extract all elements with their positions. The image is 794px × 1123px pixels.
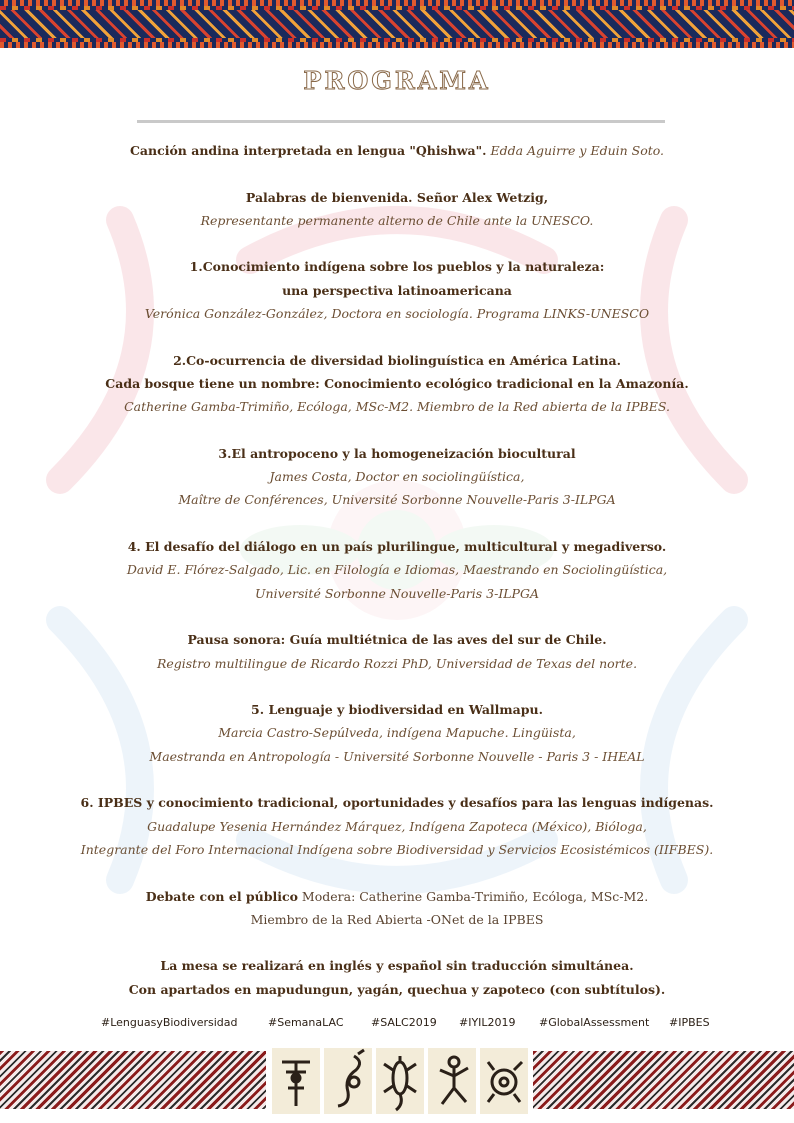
program-line (40, 442, 754, 465)
program-heading: 2.Co-ocurrencia de diversidad biolinguística en América Latina. (173, 352, 621, 368)
hashtag: #LenguasyBiodiversidad (101, 1016, 238, 1029)
program-detail: Maître de Conférences, Université Sorbonne Nouvelle-Paris 3-ILPGA (178, 492, 616, 508)
program-line (40, 628, 754, 651)
program-line (40, 582, 754, 605)
program-line (40, 186, 754, 209)
petroglyph-bird-icon (324, 1048, 372, 1114)
program-line (40, 209, 754, 232)
band-stripe (0, 0, 794, 6)
section-gap (40, 325, 754, 348)
section-gap (40, 675, 754, 698)
program-heading: Con apartados en mapudungun, yagán, quechua y zapoteco (con subtítulos). (128, 981, 666, 997)
program-heading: 6. IPBES y conocimiento tradicional, oportunidades y desafíos para las lenguas indígenas. (80, 795, 714, 811)
program-heading: Cada bosque tiene un nombre: Conocimiento ecológico tradicional en la Amazonía. (105, 375, 689, 391)
petroglyph-figure-icon (272, 1048, 320, 1114)
program-line (40, 255, 754, 278)
program-line (40, 652, 754, 675)
program-line (40, 721, 754, 744)
program-line (40, 745, 754, 768)
program-detail: Verónica González-González, Doctora en sociología. Programa LINKS-UNESCO (144, 306, 650, 322)
band-pattern (0, 10, 794, 38)
footer-textile-pattern-right (533, 1051, 794, 1109)
top-decorative-band (0, 0, 794, 48)
program-heading: 5. Lenguaje y biodiversidad en Wallmapu. (251, 702, 543, 718)
hashtag: #GlobalAssessment (539, 1016, 650, 1029)
section-gap (40, 931, 754, 954)
program-heading: 1.Conocimiento indígena sobre los pueblos y la naturaleza: (189, 259, 605, 275)
section-gap (40, 768, 754, 791)
section-gap (40, 861, 754, 884)
program-line (40, 954, 754, 977)
hashtag: #IPBES (669, 1016, 710, 1029)
program-detail: Catherine Gamba-Trimiño, Ecóloga, MSc-M2. Miembro de la Red abierta de la IPBES. (124, 399, 670, 415)
program-detail: Université Sorbonne Nouvelle-Paris 3-ILPGA (255, 585, 539, 601)
program-line (40, 885, 754, 908)
program-line (40, 815, 754, 838)
program-detail: Miembro de la Red Abierta -ONet de la IPBES (250, 911, 544, 927)
program-line (40, 139, 754, 162)
footer-textile-pattern-left (0, 1051, 266, 1109)
hashtag-row (0, 1016, 794, 1034)
program-line (40, 302, 754, 325)
hashtag: #SALC2019 (371, 1016, 437, 1029)
program-detail: Marcia Castro-Sepúlveda, indígena Mapuche. Lingüista, (218, 725, 576, 741)
program-heading: Palabras de bienvenida. Señor Alex Wetzig, (245, 189, 549, 205)
program-detail: Representante permanente alterno de Chile ante la UNESCO. (200, 212, 594, 228)
program-line (40, 465, 754, 488)
program-line (40, 908, 754, 931)
petroglyph-dancer-icon (428, 1048, 476, 1114)
program-line (40, 838, 754, 861)
program-heading: La mesa se realizará en inglés y español sin traducción simultánea. (160, 958, 634, 974)
section-gap (40, 512, 754, 535)
section-gap (40, 605, 754, 628)
program-detail: Integrante del Foro Internacional Indígena sobre Biodiversidad y Servicios Ecosistémicos (IIFBES). (80, 841, 714, 857)
program-heading: 4. El desafío del diálogo en un país plurilingue, multicultural y megadiverso. (127, 539, 667, 555)
program-line (40, 279, 754, 302)
petroglyph-lizard-icon (376, 1048, 424, 1114)
program-line (40, 698, 754, 721)
program-line (40, 978, 754, 1001)
program-line (40, 395, 754, 418)
program-line (40, 488, 754, 511)
program-line (40, 791, 754, 814)
page-title: PROGRAMA (303, 66, 491, 95)
band-stripe (0, 42, 794, 48)
program-detail: Registro multilingue de Ricardo Rozzi PhD, Universidad de Texas del norte. (156, 655, 638, 671)
program-detail: Edda Aguirre y Eduin Soto. (486, 143, 665, 158)
section-gap (40, 162, 754, 185)
hashtag: #IYIL2019 (459, 1016, 516, 1029)
program-heading: Pausa sonora: Guía multiétnica de las aves del sur de Chile. (187, 632, 607, 648)
hashtag: #SemanaLAC (268, 1016, 344, 1029)
program-list (40, 139, 754, 1001)
program-heading: 3.El antropoceno y la homogeneización biocultural (218, 445, 576, 461)
program-line (40, 372, 754, 395)
title-divider (137, 120, 665, 123)
petroglyph-icons (272, 1048, 528, 1114)
petroglyph-turtle-icon (480, 1048, 528, 1114)
program-detail: Maestranda en Antropología - Université Sorbonne Nouvelle - Paris 3 - IHEAL (149, 748, 645, 764)
program-heading: Debate con el público (145, 888, 298, 904)
program-line (40, 349, 754, 372)
program-heading: Canción andina interpretada en lengua "Qhishwa". (129, 143, 487, 158)
program-heading: una perspectiva latinoamericana (282, 282, 512, 298)
program-detail: Modera: Catherine Gamba-Trimiño, Ecóloga, MSc-M2. (297, 888, 649, 904)
section-gap (40, 419, 754, 442)
program-detail: Guadalupe Yesenia Hernández Márquez, Indígena Zapoteca (México), Bióloga, (147, 818, 647, 834)
program-detail: David E. Flórez-Salgado, Lic. en Filología e Idiomas, Maestrando en Sociolingüística, (126, 562, 668, 578)
program-line (40, 535, 754, 558)
program-detail: James Costa, Doctor en sociolingüística, (269, 469, 525, 485)
program-line (40, 558, 754, 581)
section-gap (40, 232, 754, 255)
